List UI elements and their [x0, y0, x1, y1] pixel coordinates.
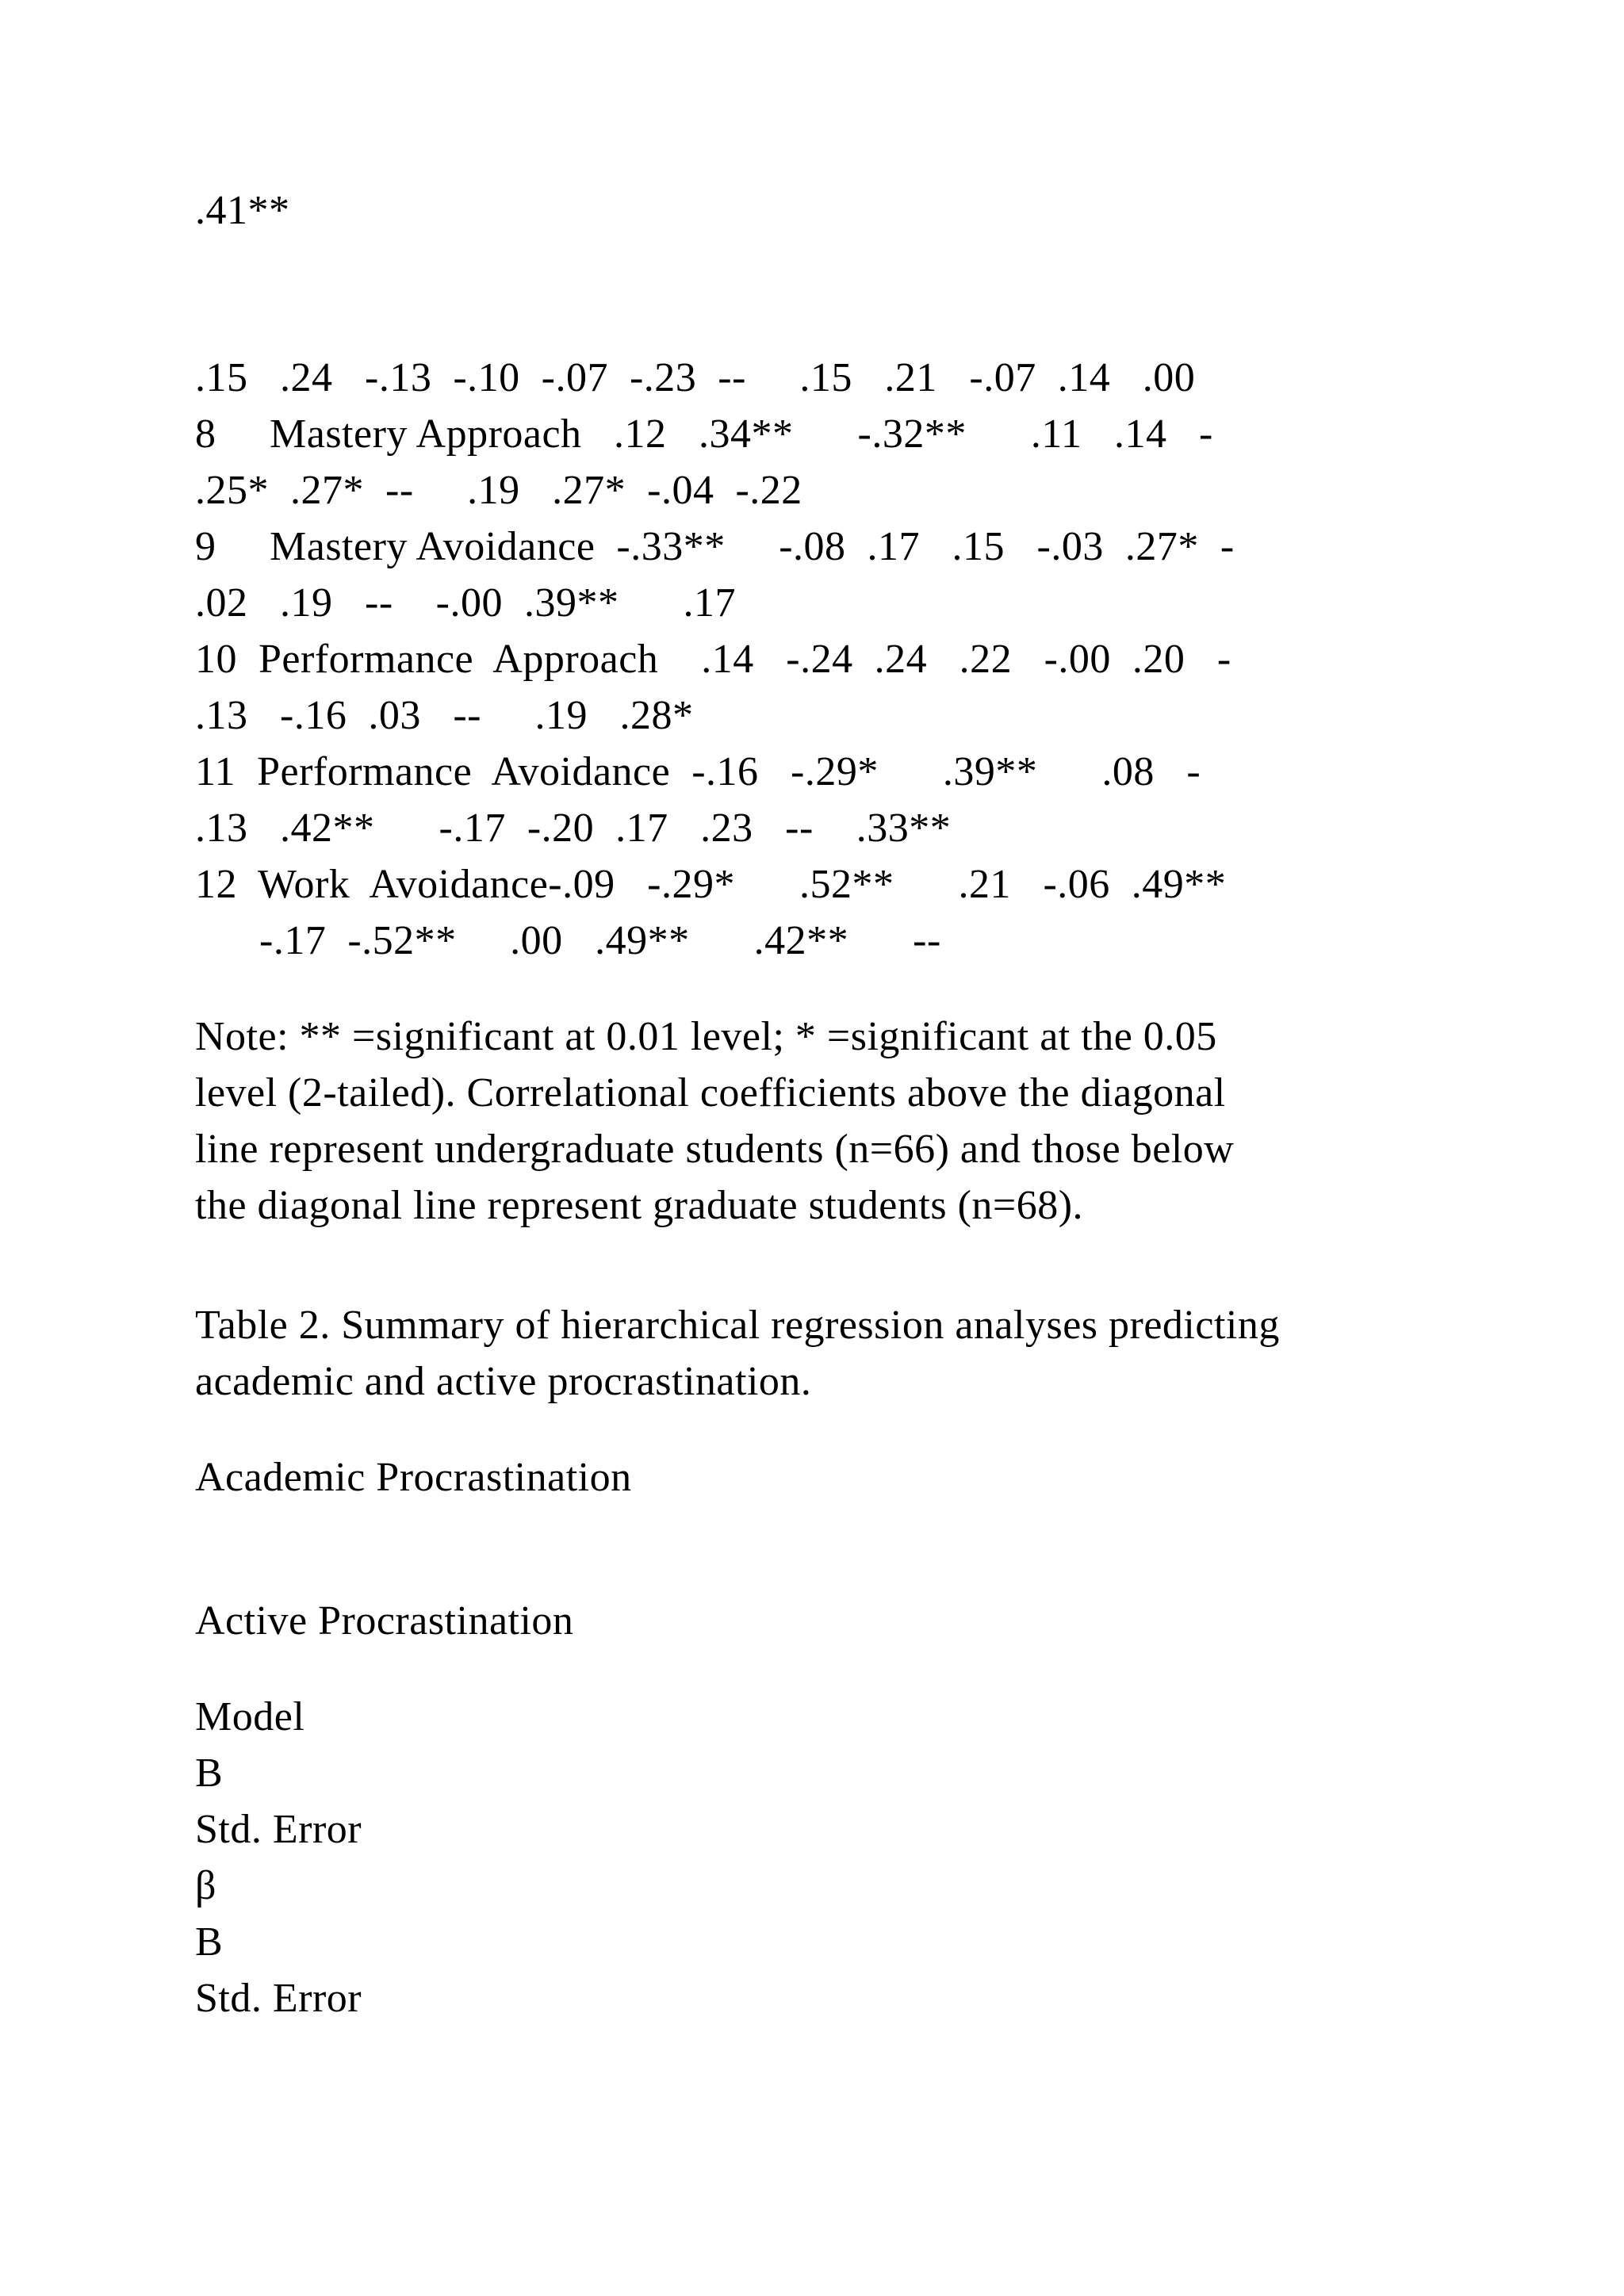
correlation-row-work-avoidance: 12 Work Avoidance-.09 -.29* .52** .21 -.06 .49** — [195, 862, 1227, 907]
correlation-row: .13 .42** -.17 -.20 .17 .23 -- .33** — [195, 806, 952, 851]
table2-caption-line: Table 2. Summary of hierarchical regression analyses predicting — [195, 1303, 1280, 1348]
note-text-line: the diagonal line represent graduate students (n=68). — [195, 1183, 1084, 1228]
correlation-row: .15 .24 -.13 -.10 -.07 -.23 -- .15 .21 -.07 .14 .00 — [195, 355, 1196, 400]
correlation-row-performance-avoidance: 11 Performance Avoidance -.16 -.29* .39** .08 - — [195, 749, 1201, 794]
column-label-std-error: Std. Error — [195, 1807, 362, 1852]
correlation-row-mastery-approach: 8 Mastery Approach .12 .34** -.32** .11 .14 - — [195, 411, 1213, 457]
table-note-paragraph — [195, 1008, 1480, 1234]
column-label-b: B — [195, 1751, 224, 1796]
heading-academic-procrastination: Academic Procrastination — [195, 1455, 632, 1500]
correlation-row-performance-approach: 10 Performance Approach .14 -.24 .24 .22 -.00 .20 - — [195, 637, 1231, 682]
column-label-std-error: Std. Error — [195, 1976, 362, 2021]
correlation-value-orphan: .41** — [195, 188, 290, 233]
column-label-model: Model — [195, 1694, 305, 1739]
correlation-row: .25* .27* -- .19 .27* -.04 -.22 — [195, 468, 802, 513]
correlation-row: .13 -.16 .03 -- .19 .28* — [195, 693, 694, 738]
column-label-beta: β — [195, 1863, 216, 1908]
table2-caption — [195, 1297, 1480, 1410]
column-label-b: B — [195, 1919, 224, 1965]
heading-active-procrastination: Active Procrastination — [195, 1598, 574, 1644]
table2-caption-line: academic and active procrastination. — [195, 1359, 812, 1404]
note-text-line: Note: ** =significant at 0.01 level; * =significant at the 0.05 — [195, 1014, 1217, 1059]
correlation-matrix-text-block — [195, 350, 1480, 969]
document-text-body — [195, 0, 1480, 2026]
correlation-row: -.17 -.52** .00 .49** .42** -- — [195, 918, 941, 963]
note-text-line: level (2-tailed). Correlational coefficients above the diagonal — [195, 1070, 1226, 1115]
correlation-row-mastery-avoidance: 9 Mastery Avoidance -.33** -.08 .17 .15 -.03 .27* - — [195, 524, 1235, 569]
note-text-line: line represent undergraduate students (n=66) and those below — [195, 1127, 1235, 1172]
regression-column-labels — [195, 1689, 1480, 2026]
correlation-row: .02 .19 -- -.00 .39** .17 — [195, 580, 736, 626]
